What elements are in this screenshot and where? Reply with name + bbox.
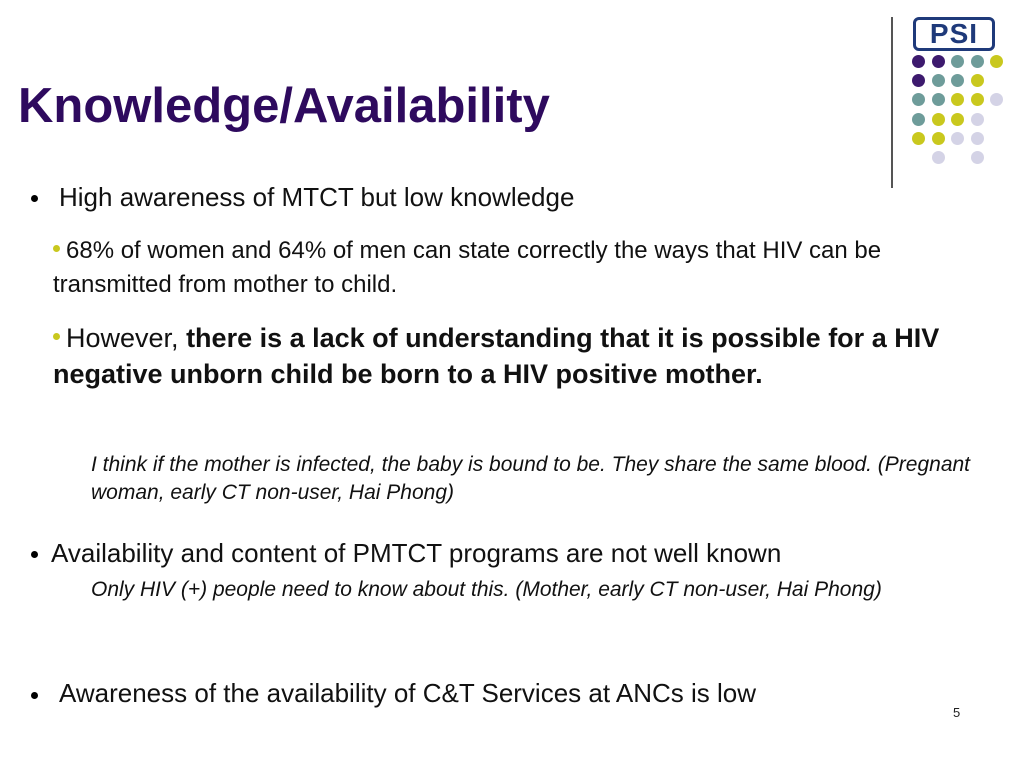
page-number: 5	[953, 705, 961, 720]
sub-bullet-lack-bold: there is a lack of understanding that it is possible for a HIV negative unborn child be born to a HIV positive mother.	[53, 323, 940, 389]
divider-line	[891, 17, 893, 188]
sub-bullet-lack	[53, 320, 968, 392]
sub-bullet-lack-prefix: However,	[66, 323, 187, 353]
decorative-dot	[912, 132, 925, 145]
bullet-icon	[31, 551, 38, 558]
decorative-dot	[971, 74, 984, 87]
decorative-dot	[951, 93, 964, 106]
bullet-services: Awareness of the availability of C&T Services at ANCs is low	[59, 678, 756, 708]
decorative-dot	[932, 74, 945, 87]
decorative-dot	[932, 132, 945, 145]
sub-bullet-icon	[53, 245, 60, 252]
decorative-dot	[951, 55, 964, 68]
slide-title: Knowledge/Availability	[18, 79, 550, 133]
psi-logo	[913, 17, 995, 51]
decorative-dot	[932, 55, 945, 68]
decorative-dot	[912, 74, 925, 87]
quote-mother: Only HIV (+) people need to know about this. (Mother, early CT non-user, Hai Phong)	[91, 578, 882, 601]
quote-pregnant-woman: I think if the mother is infected, the baby is bound to be. They share the same blood. (Pregnant woman, early CT non-user, Hai Phong)	[91, 453, 971, 504]
sub-bullet-stats-text: 68% of women and 64% of men can state correctly the ways that HIV can be transmitted from mother to child.	[53, 237, 882, 298]
bullet-awareness: High awareness of MTCT but low knowledge	[59, 182, 575, 212]
decorative-dot	[990, 93, 1003, 106]
sub-bullet-stats	[53, 234, 958, 302]
bullet-availability: Availability and content of PMTCT programs are not well known	[51, 538, 782, 568]
decorative-dot	[971, 55, 984, 68]
decorative-dot	[971, 151, 984, 164]
decorative-dot	[951, 113, 964, 126]
decorative-dot	[971, 132, 984, 145]
decorative-dot	[932, 113, 945, 126]
decorative-dot	[971, 113, 984, 126]
decorative-dot	[912, 55, 925, 68]
sub-bullet-icon	[53, 333, 60, 340]
decorative-dot	[990, 55, 1003, 68]
decorative-dot	[932, 151, 945, 164]
bullet-icon	[31, 692, 38, 699]
decorative-dot	[932, 93, 945, 106]
decorative-dot	[912, 93, 925, 106]
decorative-dot	[951, 132, 964, 145]
decorative-dot	[912, 113, 925, 126]
logo-text: PSI	[929, 18, 979, 49]
decorative-dot	[951, 74, 964, 87]
bullet-icon	[31, 195, 38, 202]
decorative-dot	[971, 93, 984, 106]
